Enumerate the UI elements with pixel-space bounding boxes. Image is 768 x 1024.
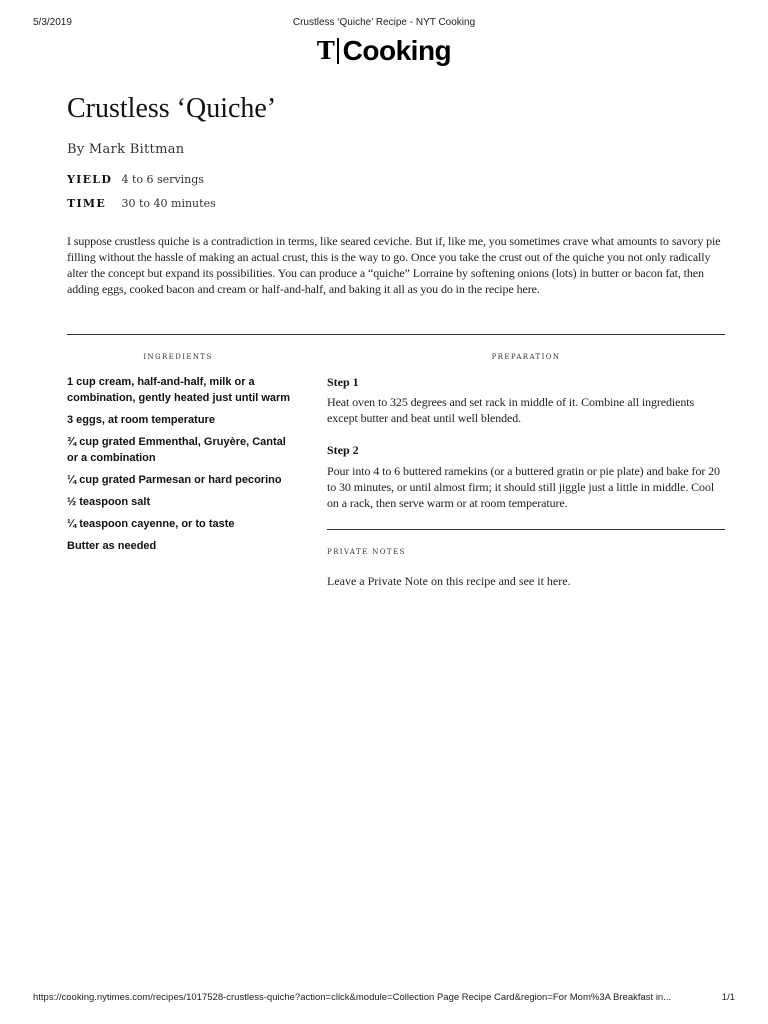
yield-value: 4 to 6 servings: [121, 173, 204, 186]
ingredient-item: ¾ cup grated Emmenthal, Gruyère, Cantal or a combination: [67, 436, 286, 464]
yield-label: YIELD: [67, 173, 113, 186]
ingredient-item: ½ teaspoon salt: [67, 496, 151, 508]
step-1-text: Heat oven to 325 degrees and set rack in middle of it. Combine all ingredients except butter and beat until well blended.: [327, 395, 695, 425]
recipe-yield: [67, 173, 204, 186]
recipe-title: Crustless ‘Quiche’: [67, 93, 277, 124]
step-1-label: Step 1: [327, 375, 359, 389]
preparation-heading: PREPARATION: [491, 353, 561, 361]
notes-divider: [327, 529, 725, 530]
ingredient-item: Butter as needed: [67, 540, 157, 552]
print-page-number: 1/1: [721, 992, 735, 1003]
ingredient-item: ¼ cup grated Parmesan or hard pecorino: [67, 474, 282, 486]
ingredient-item: 1 cup cream, half-and-half, milk or a combination, gently heated just until warm: [67, 376, 291, 404]
print-date: 5/3/2019: [33, 17, 72, 28]
ingredients-list: [67, 374, 299, 560]
step-2-label: Step 2: [327, 443, 359, 457]
private-notes-heading: PRIVATE NOTES: [327, 548, 406, 556]
print-page-title: Crustless ‘Quiche’ Recipe - NYT Cooking: [292, 17, 476, 28]
ingredients-heading: INGREDIENTS: [143, 353, 213, 361]
time-value: 30 to 40 minutes: [121, 197, 216, 210]
logo-text: Cooking: [342, 35, 452, 66]
recipe-intro: I suppose crustless quiche is a contradiction in terms, like seared ceviche. But if, like me, you sometimes crave what amounts to savory pie filling without the hassle of making an actual crust, this is the way to go. Once you take the crust out of the quiche you not only radically alter the concept but expand its possibilities. You can produce a “quiche” Lorraine by softening onions (lots) in butter or bacon fat, then adding eggs, cooked bacon and cream or half-and-half, and baking it all as you do in the recipe here.: [67, 234, 721, 296]
logo-divider: [337, 38, 339, 64]
step-2-text: Pour into 4 to 6 buttered ramekins (or a buttered gratin or pie plate) and bake for 20 to 30 minutes, or until almost firm; it should still jiggle just a little in middle. Cool on a rack, then serve warm or at room temperature.: [327, 464, 720, 510]
print-url[interactable]: https://cooking.nytimes.com/recipes/1017528-crustless-quiche?action=click&module=Collection Page Recipe Card&region=For Mom%3A Breakfast in...: [33, 992, 672, 1003]
recipe-time: [67, 197, 216, 210]
nyt-cooking-logo[interactable]: [0, 34, 768, 68]
recipe-byline: By Mark Bittman: [67, 142, 185, 157]
time-label: TIME: [67, 197, 107, 210]
private-notes-link[interactable]: Leave a Private Note on this recipe and see it here.: [327, 574, 571, 588]
ingredient-item: 3 eggs, at room temperature: [67, 414, 215, 426]
section-divider: [67, 334, 725, 335]
ingredient-item: ¼ teaspoon cayenne, or to taste: [67, 518, 235, 530]
nyt-t-icon: T: [316, 36, 335, 65]
